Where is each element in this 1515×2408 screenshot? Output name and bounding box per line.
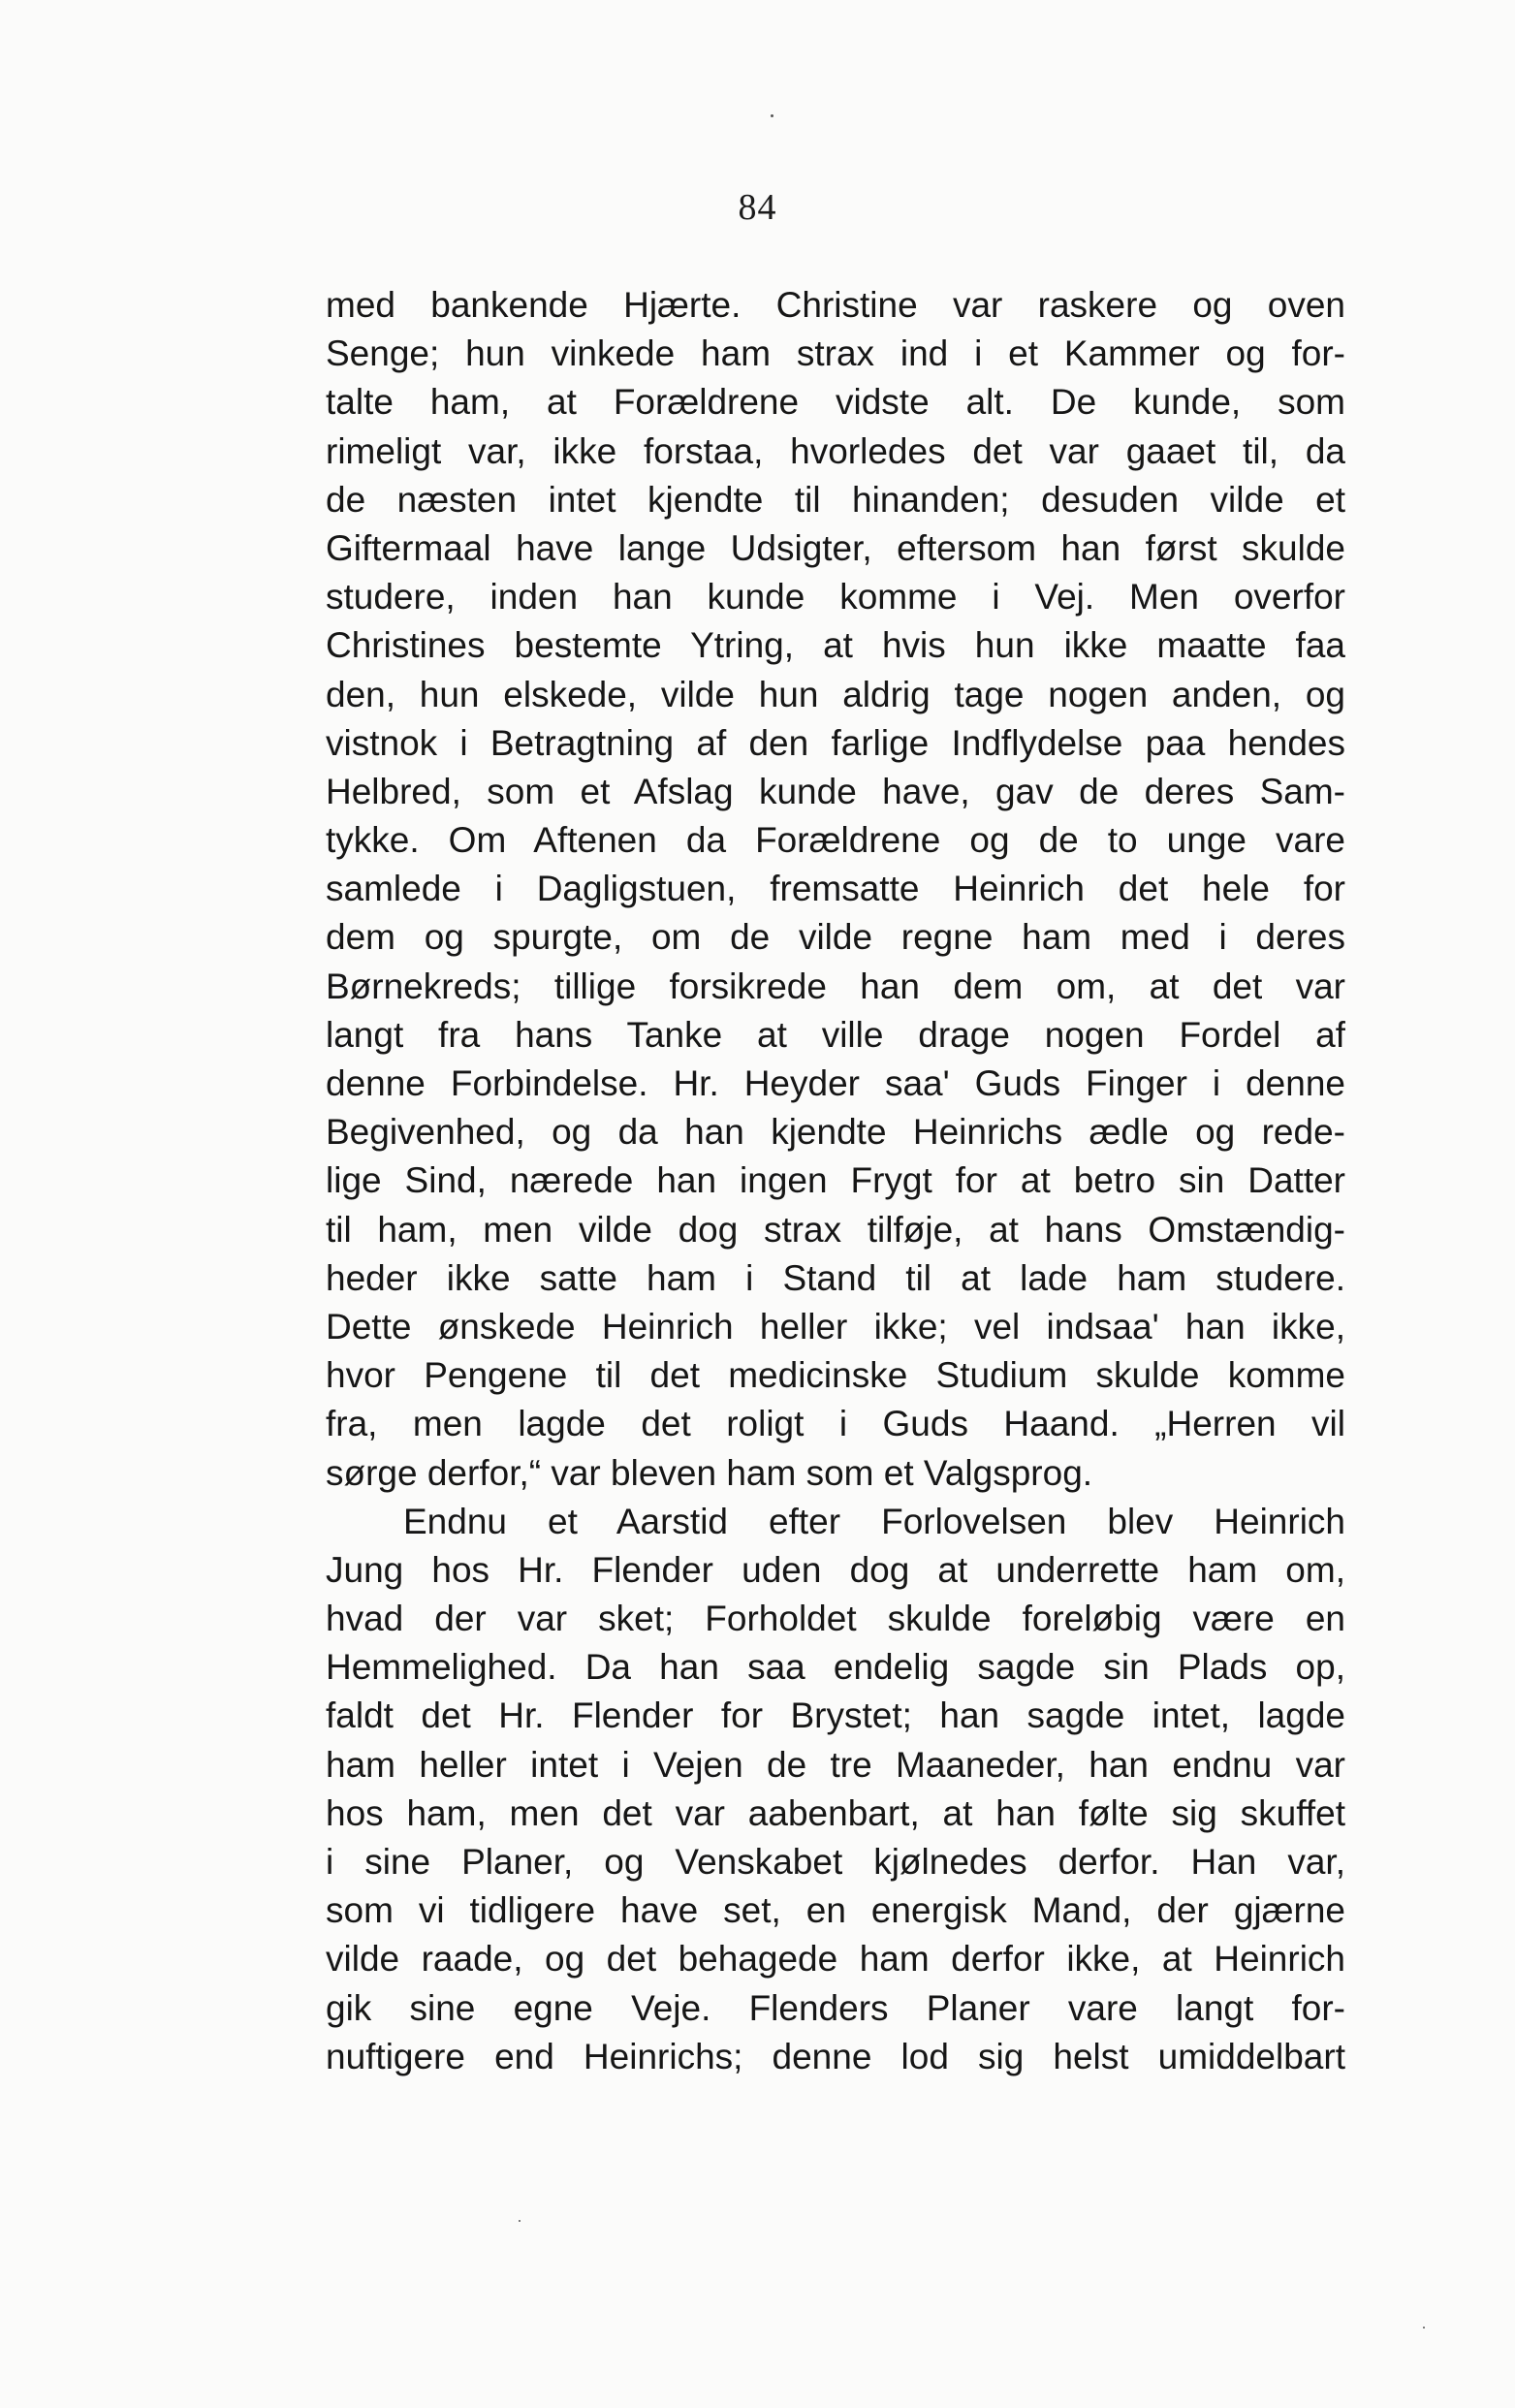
text-line: heder ikke satte ham i Stand til at lade ham studere. xyxy=(326,1257,1345,1298)
text-line: Børnekreds; tillige forsikrede han dem om, at det var xyxy=(326,966,1345,1006)
text-line: Jung hos Hr. Flender uden dog at underrette ham om, xyxy=(326,1549,1345,1590)
paper-speck xyxy=(519,2220,521,2222)
paragraph-end-line: sørge derfor,“ var bleven ham som et Valgsprog. xyxy=(326,1452,1093,1493)
text-line: Christines bestemte Ytring, at hvis hun ikke maatte faa xyxy=(326,625,1345,666)
text-line: vilde raade, og det behagede ham derfor ikke, at Heinrich xyxy=(326,1939,1345,1980)
text-line: dem og spurgte, om de vilde regne ham med i deres xyxy=(326,917,1345,958)
text-line: studere, inden han kunde komme i Vej. Men overfor xyxy=(326,577,1345,618)
text-line: hos ham, men det var aabenbart, at han følte sig skuffet xyxy=(326,1792,1345,1833)
text-line: langt fra hans Tanke at ville drage nogen Fordel af xyxy=(326,1014,1345,1055)
text-line: ham heller intet i Vejen de tre Maaneder, han endnu var xyxy=(326,1744,1345,1785)
text-line: den, hun elskede, vilde hun aldrig tage nogen anden, og xyxy=(326,674,1345,714)
paper-speck xyxy=(1423,2327,1425,2329)
text-line: Helbred, som et Afslag kunde have, gav de deres Sam- xyxy=(326,771,1345,811)
text-line: denne Forbindelse. Hr. Heyder saa' Guds Finger i denne xyxy=(326,1063,1345,1103)
text-line: Dette ønskede Heinrich heller ikke; vel indsaa' han ikke, xyxy=(326,1306,1345,1347)
text-line: i sine Planer, og Venskabet kjølnedes derfor. Han var, xyxy=(326,1842,1345,1882)
text-line: samlede i Dagligstuen, fremsatte Heinrich det hele for xyxy=(326,869,1345,909)
text-line: de næsten intet kjendte til hinanden; desuden vilde et xyxy=(326,479,1345,520)
text-line: fra, men lagde det roligt i Guds Haand. „Herren vil xyxy=(326,1404,1345,1444)
text-line: Hemmelighed. Da han saa endelig sagde sin Plads op, xyxy=(326,1647,1345,1688)
text-line: Begivenhed, og da han kjendte Heinrichs ædle og rede- xyxy=(326,1112,1345,1153)
text-line: vistnok i Betragtning af den farlige Indflydelse paa hendes xyxy=(326,722,1345,763)
page-number: 84 xyxy=(738,187,777,228)
text-line: lige Sind, nærede han ingen Frygt for at betro sin Datter xyxy=(326,1160,1345,1201)
text-line: som vi tidligere have set, en energisk Mand, der gjærne xyxy=(326,1890,1345,1931)
text-line: Senge; hun vinkede ham strax ind i et Kammer og for- xyxy=(326,333,1345,374)
text-line: til ham, men vilde dog strax tilføje, at hans Omstændig- xyxy=(326,1209,1345,1250)
text-line: rimeligt var, ikke forstaa, hvorledes det var gaaet til, da xyxy=(326,430,1345,471)
text-line: talte ham, at Forældrene vidste alt. De kunde, som xyxy=(326,382,1345,423)
text-line: Giftermaal have lange Udsigter, eftersom han først skulde xyxy=(326,527,1345,568)
text-line: tykke. Om Aftenen da Forældrene og de to unge vare xyxy=(326,820,1345,861)
text-line: hvor Pengene til det medicinske Studium skulde komme xyxy=(326,1355,1345,1396)
body-text xyxy=(326,281,1345,2081)
text-line: faldt det Hr. Flender for Brystet; han sagde intet, lagde xyxy=(326,1695,1345,1736)
text-line: gik sine egne Veje. Flenders Planer vare langt for- xyxy=(326,1987,1345,2028)
text-line: hvad der var sket; Forholdet skulde foreløbig være en xyxy=(326,1599,1345,1639)
text-line: med bankende Hjærte. Christine var raskere og oven xyxy=(326,285,1345,325)
paragraph-start-line: Endnu et Aarstid efter Forlovelsen blev Heinrich xyxy=(403,1501,1345,1541)
text-line: nuftigere end Heinrichs; denne lod sig helst umiddelbart xyxy=(326,2036,1345,2076)
paper-speck xyxy=(771,114,773,117)
